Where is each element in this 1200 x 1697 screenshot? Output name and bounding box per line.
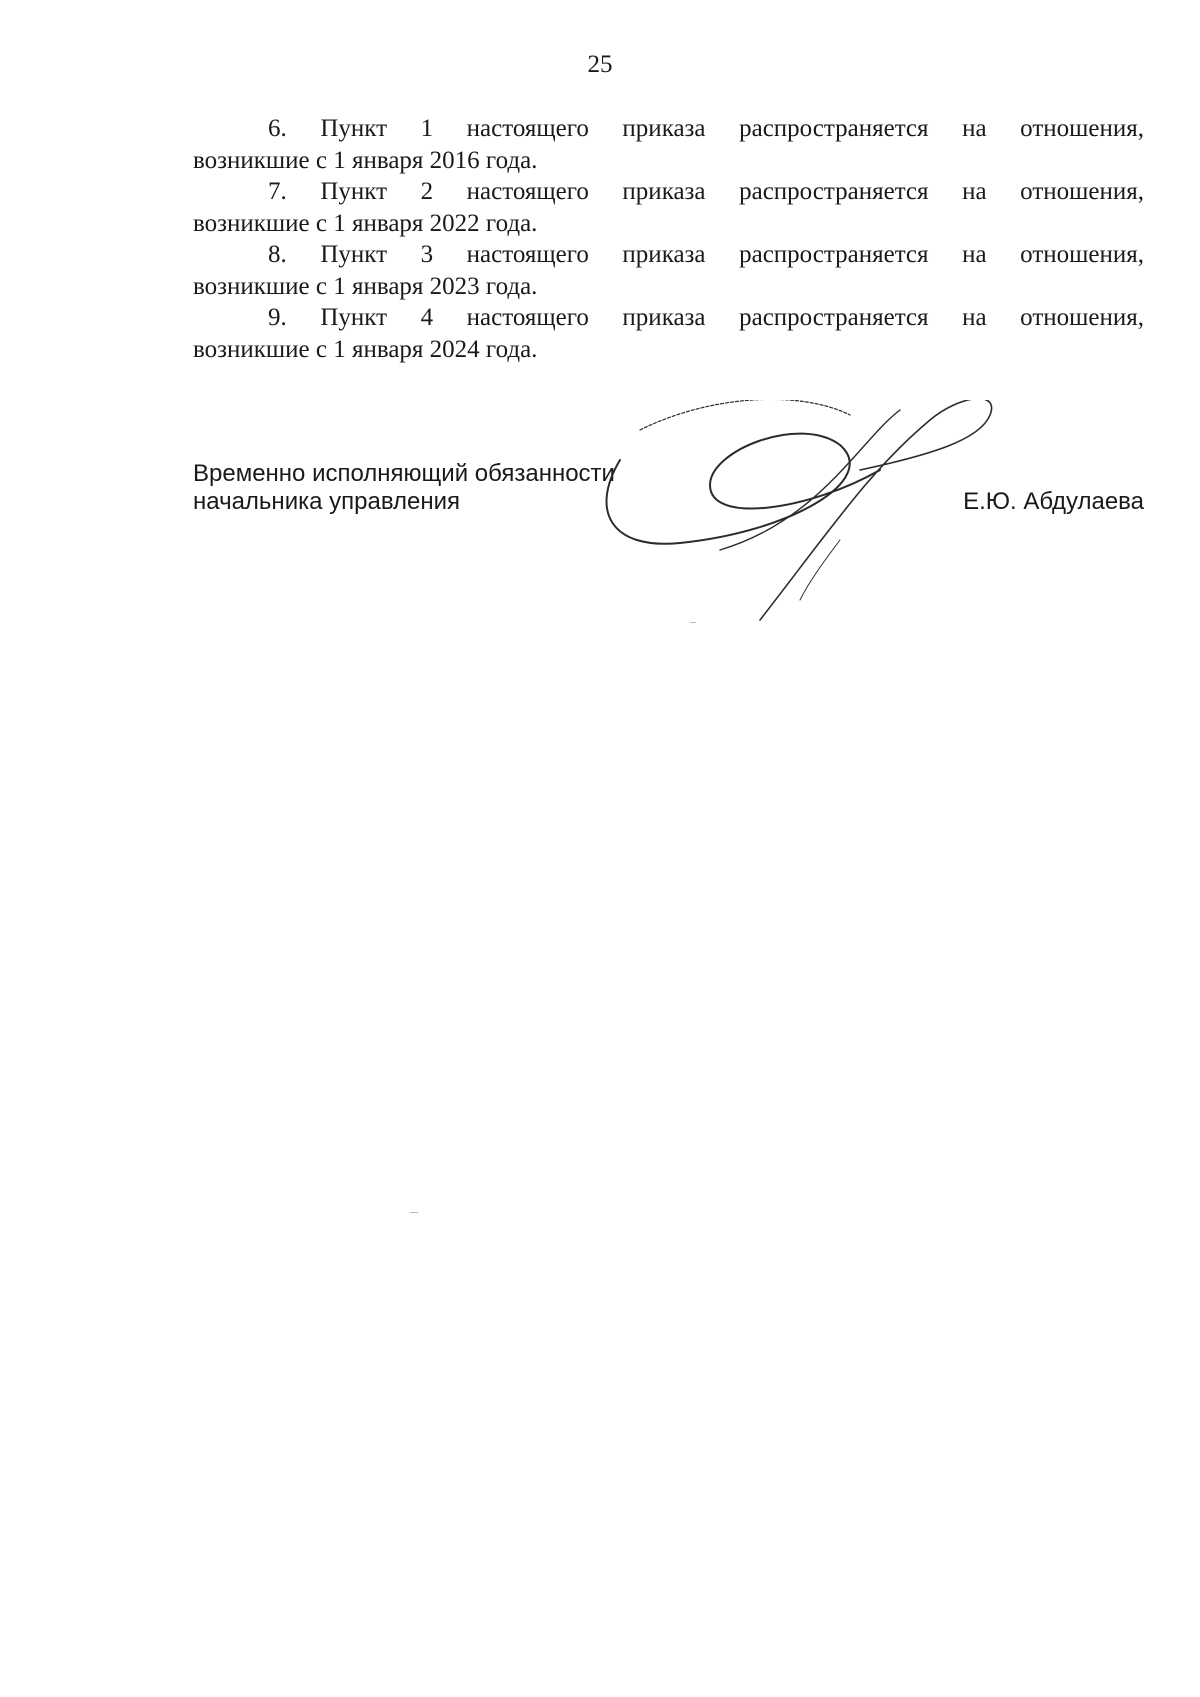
paragraph-item-6 — [193, 113, 1144, 176]
signatory-position-line2: начальника управления — [193, 488, 461, 515]
paragraph-second-line: возникшие с 1 января 2022 года. — [193, 209, 538, 237]
signature-stroke-tail — [800, 540, 840, 600]
scan-artifact — [690, 622, 696, 623]
document-body — [193, 113, 1144, 365]
signature-stroke-loop — [607, 434, 881, 544]
signature-stroke-cross — [720, 410, 900, 550]
paragraph-item-9 — [193, 302, 1144, 365]
paragraph-first-line: 7. Пункт 2 настоящего приказа распространяется на отношения, — [268, 178, 1144, 205]
paragraph-first-line: 9. Пункт 4 настоящего приказа распространяется на отношения, — [268, 304, 1144, 331]
paragraph-second-line: возникшие с 1 января 2016 года. — [193, 146, 538, 174]
paragraph-second-line: возникшие с 1 января 2024 года. — [193, 335, 538, 363]
paragraph-first-line: 8. Пункт 3 настоящего приказа распространяется на отношения, — [268, 241, 1144, 268]
page-number: 25 — [587, 51, 613, 78]
paragraph-second-line: возникшие с 1 января 2023 года. — [193, 272, 538, 300]
signatory-name: Е.Ю. Абдулаева — [963, 488, 1144, 515]
signatory-position — [193, 460, 615, 516]
paragraph-item-8 — [193, 239, 1144, 302]
signature-stroke-top — [640, 400, 850, 430]
handwritten-signature — [600, 400, 1020, 640]
paragraph-item-7 — [193, 176, 1144, 239]
paragraph-first-line: 6. Пункт 1 настоящего приказа распространяется на отношения, — [268, 115, 1144, 142]
scan-artifact — [410, 1212, 418, 1213]
signatory-position-line1: Временно исполняющий обязанности — [193, 460, 615, 487]
